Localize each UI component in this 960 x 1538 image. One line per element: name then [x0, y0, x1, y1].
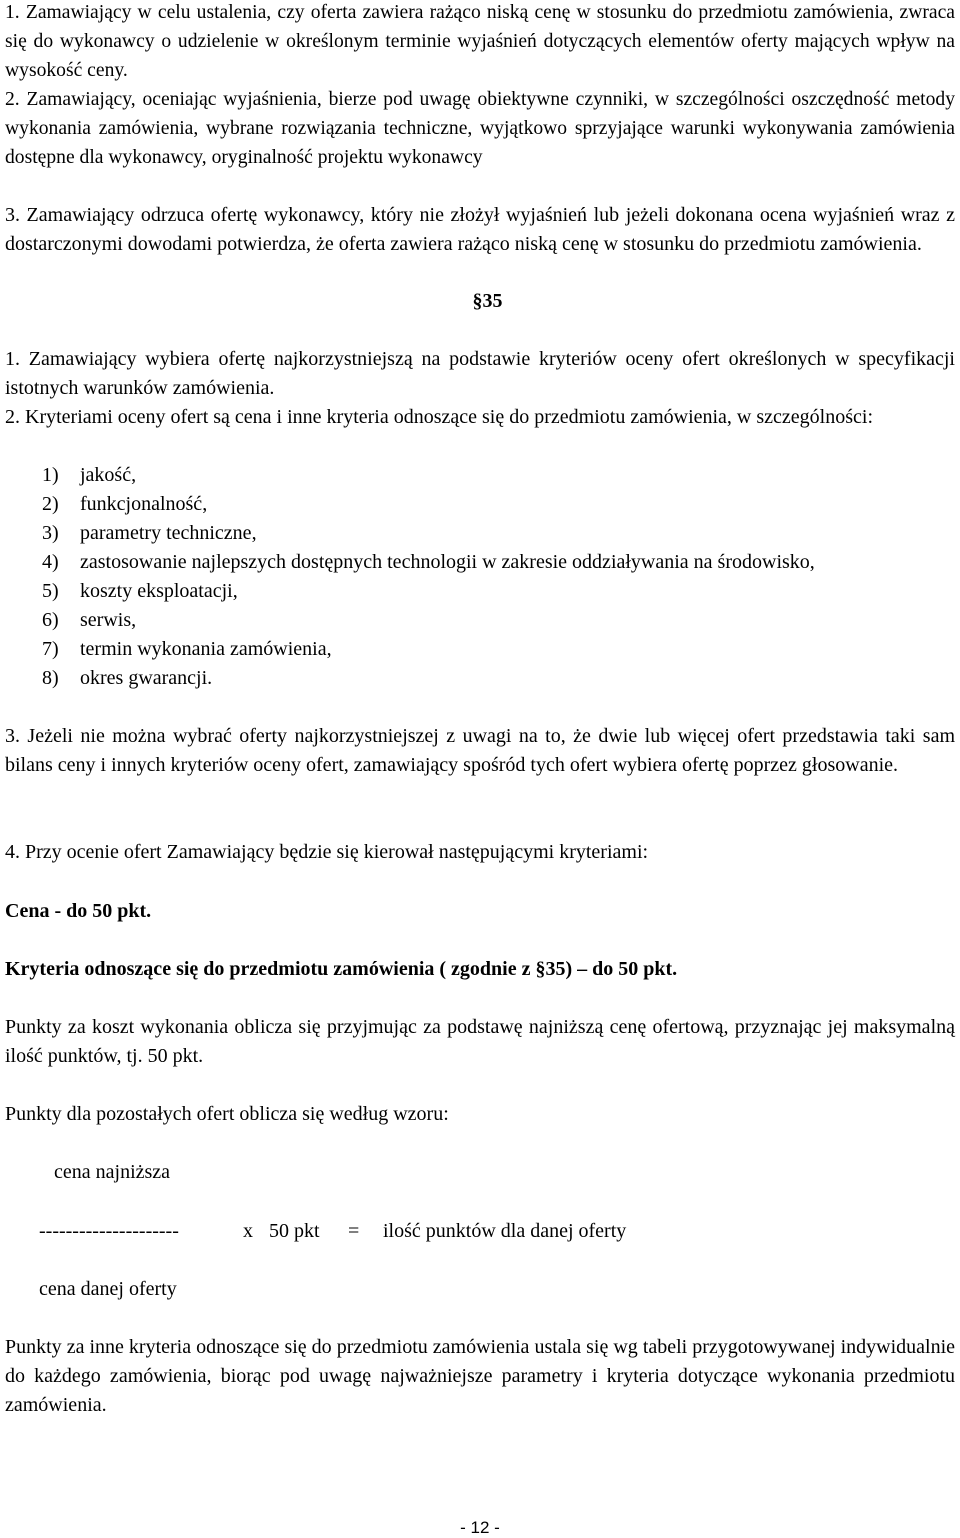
formula-equals: = [348, 1220, 360, 1242]
paragraph-3-rejection: 3. Zamawiający odrzuca ofertę wykonawcy, który nie złożył wyjaśnień lub jeżeli dokonana ocena wyjaśnień wraz z dostarczonymi dowodami potwierdza, że oferta zawiera rażąco niską cenę w stosunku do przedmiotu zamówienia. [5, 204, 955, 255]
points-cost-paragraph: Punkty za koszt wykonania oblicza się przyjmując za podstawę najniższą cenę ofertową, przyznając jej maksymalną ilość punktów, tj. 50 pkt. [5, 1016, 955, 1067]
paragraph-2-evaluation: 2. Zamawiający, oceniając wyjaśnienia, bierze pod uwagę obiektywne czynniki, w szczególności oszczędność metody wykonania zamówienia, wybrane rozwiązania techniczne, wyjątkowo sprzyjające warunki wykonywania zamówienia dostępne dla wykonawcy, oryginalność projektu wykonawcy [5, 89, 955, 168]
formula-divider: --------------------- [39, 1220, 179, 1242]
page-number: - 12 - [460, 1518, 500, 1537]
section-paragraph-4: 4. Przy ocenie ofert Zamawiający będzie się kierował następującymi kryteriami: [5, 841, 649, 863]
price-criterion: Cena - do 50 pkt. [5, 900, 152, 922]
list-item: 6) serwis, [42, 609, 137, 631]
section-heading: §35 [472, 290, 503, 312]
list-item: 4) zastosowanie najlepszych dostępnych technologii w zakresie oddziaływania na środowisko, [42, 551, 815, 573]
formula-result: ilość punktów dla danej oferty [383, 1220, 627, 1242]
formula-denominator-text: cena danej oferty [39, 1278, 177, 1300]
list-item: 7) termin wykonania zamówienia, [42, 638, 332, 660]
list-item: 8) okres gwarancji. [42, 667, 213, 689]
section-paragraph-3: 3. Jeżeli nie można wybrać oferty najkorzystniejszej z uwagi na to, że dwie lub więcej ofert przedstawia taki sam bilans ceny i innych kryteriów oceny ofert, zamawiający spośród tych ofert wybiera ofertę poprzez głosowanie. [5, 725, 955, 776]
section-paragraph-2: 2. Kryteriami oceny ofert są cena i inne kryteria odnoszące się do przedmiotu zamówienia, w szczególności: [5, 406, 873, 428]
paragraph-1-price-explanation: 1. Zamawiający w celu ustalenia, czy oferta zawiera rażąco niską cenę w stosunku do przedmiotu zamówienia, zwraca się do wykonawcy o udzielenie w określonym terminie wyjaśnień dotyczących elementów oferty mających wpływ na wysokość ceny. [5, 2, 955, 81]
formula-points: 50 pkt [269, 1220, 320, 1242]
formula-multiply: x [243, 1220, 253, 1242]
points-other-criteria-paragraph: Punkty za inne kryteria odnoszące się do przedmiotu zamówienia ustala się wg tabeli przygotowywanej indywidualnie do każdego zamówienia, biorąc pod uwagę najważniejsze parametry i kryteria dotyczące wykonania przedmiotu zamówienia. [5, 1336, 955, 1416]
list-item: 1) jakość, [42, 464, 137, 486]
points-others-paragraph: Punkty dla pozostałych ofert oblicza się według wzoru: [5, 1103, 449, 1125]
criteria-list [5, 461, 955, 693]
list-item: 3) parametry techniczne, [42, 522, 257, 544]
list-item: 2) funkcjonalność, [42, 493, 208, 515]
formula-numerator-text: cena najniższa [54, 1161, 171, 1183]
section-paragraph-1: 1. Zamawiający wybiera ofertę najkorzystniejszą na podstawie kryteriów oceny ofert określonych w specyfikacji istotnych warunków zamówienia. [5, 348, 955, 399]
list-item: 5) koszty eksploatacji, [42, 580, 238, 602]
other-criteria-line: Kryteria odnoszące się do przedmiotu zamówienia ( zgodnie z §35) – do 50 pkt. [5, 958, 678, 980]
